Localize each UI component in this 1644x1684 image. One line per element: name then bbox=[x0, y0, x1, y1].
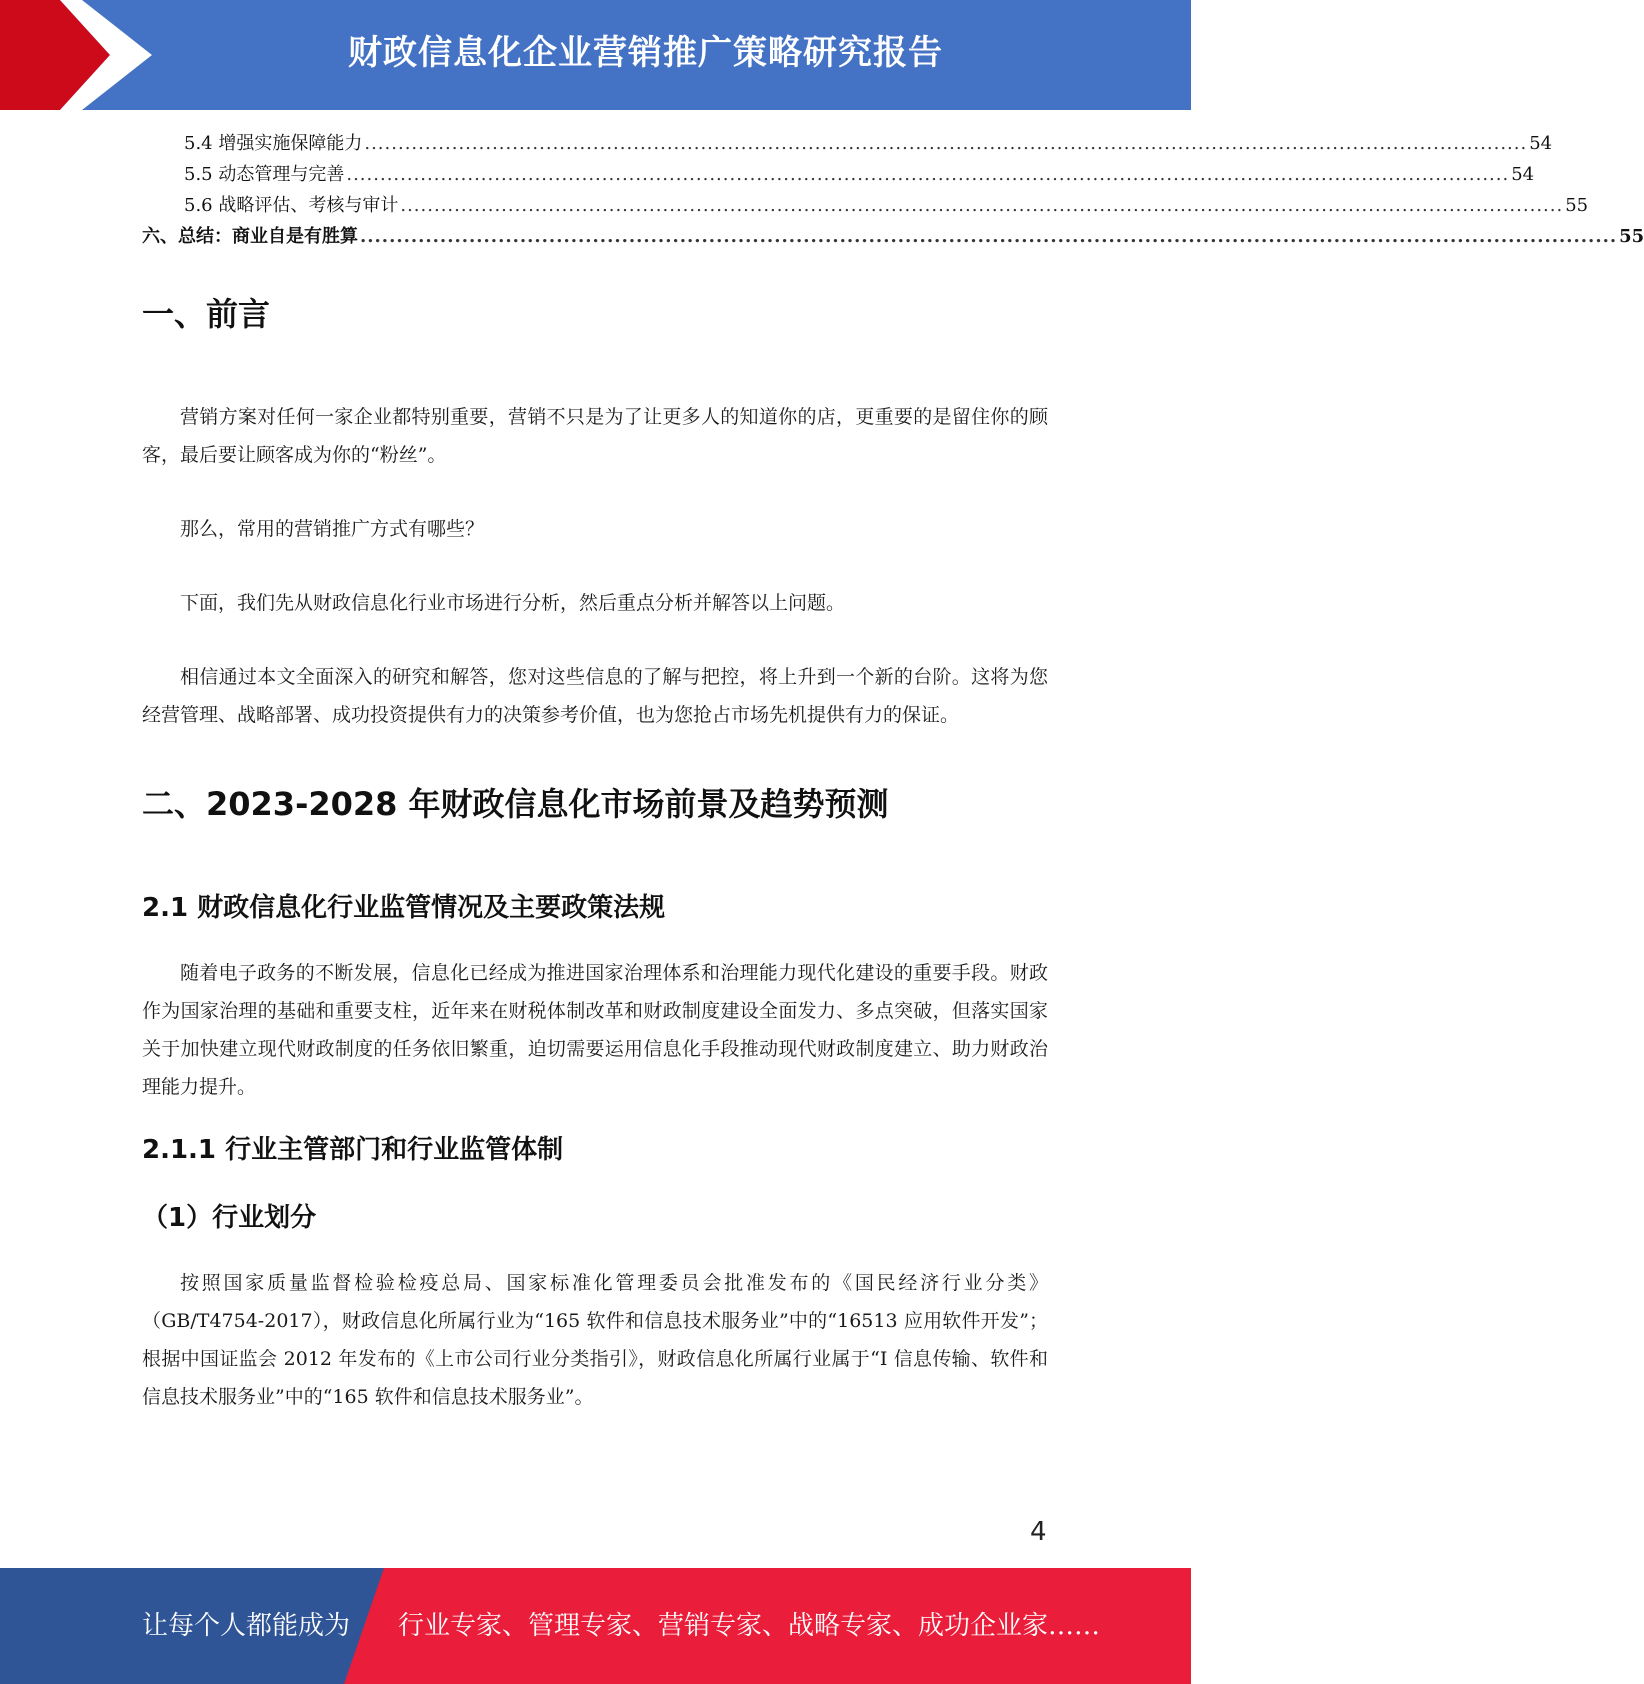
toc-entry[interactable] bbox=[142, 159, 1535, 190]
toc-entry-page: 54 bbox=[1529, 133, 1553, 154]
toc-entry[interactable] bbox=[142, 221, 1644, 252]
paragraph: 按照国家质量监督检验检疫总局、国家标准化管理委员会批准发布的《国民经济行业分类》（GB/T4754-2017），财政信息化所属行业为“165 软件和信息技术服务业”中的“16513 应用软件开发”；根据中国证监会 2012 年发布的《上市公司行业分类指引》，财政信息化所属行业属于“I 信息传输、软件和信息技术服务业”中的“165 软件和信息技术服务业”。 bbox=[142, 1272, 1048, 1408]
toc-entry-label: 5.5 动态管理与完善 bbox=[184, 164, 345, 185]
toc-entry-label: 六、总结：商业自是有胜算 bbox=[142, 226, 358, 247]
paragraph: 那么，常用的营销推广方式有哪些？ bbox=[180, 518, 485, 540]
page-header bbox=[0, 0, 1191, 110]
paragraph: 营销方案对任何一家企业都特别重要，营销不只是为了让更多人的知道你的店，更重要的是留住你的顾客，最后要让顾客成为你的“粉丝”。 bbox=[142, 406, 1048, 466]
paragraph: 下面，我们先从财政信息化行业市场进行分析，然后重点分析并解答以上问题。 bbox=[180, 592, 846, 614]
toc-entry-page: 54 bbox=[1511, 164, 1535, 185]
toc-entry-page: 55 bbox=[1619, 226, 1644, 247]
document-body bbox=[142, 290, 1048, 1416]
paragraph: 随着电子政务的不断发展，信息化已经成为推进国家治理体系和治理能力现代化建设的重要手段。财政作为国家治理的基础和重要支柱，近年来在财税体制改革和财政制度建设全面发力、多点突破，但落实国家关于加快建立现代财政制度的任务依旧繁重，迫切需要运用信息化手段推动现代财政制度建立、助力财政治理能力提升。 bbox=[142, 962, 1048, 1098]
section-heading-preface: 一、前言 bbox=[142, 295, 271, 333]
report-title: 财政信息化企业营销推广策略研究报告 bbox=[348, 33, 943, 73]
footer-slogan-right: 行业专家、管理专家、营销专家、战略专家、成功企业家…… bbox=[398, 1611, 1101, 1641]
toc-entry[interactable] bbox=[142, 190, 1589, 221]
paragraph: 相信通过本文全面深入的研究和解答，您对这些信息的了解与把控，将上升到一个新的台阶。这将为您经营管理、战略部署、成功投资提供有力的决策参考价值，也为您抢占市场先机提供有力的保证。 bbox=[142, 666, 1048, 726]
subsection-heading-classification: （1）行业划分 bbox=[142, 1203, 317, 1233]
toc-entry-page: 55 bbox=[1565, 195, 1589, 216]
table-of-contents bbox=[142, 128, 1644, 252]
page-footer bbox=[0, 1568, 1191, 1684]
toc-leader-dots: ............................................................................................................................................................................. bbox=[346, 164, 1510, 185]
toc-leader-dots: ............................................................................................................................................................................. bbox=[400, 195, 1564, 216]
toc-leader-dots: ............................................................................................................................................................................. bbox=[360, 226, 1618, 247]
toc-entry-label: 5.4 增强实施保障能力 bbox=[184, 133, 363, 154]
toc-entry-label: 5.6 战略评估、考核与审计 bbox=[184, 195, 399, 216]
subsection-heading-authorities: 2.1.1 行业主管部门和行业监管体制 bbox=[142, 1135, 564, 1165]
toc-leader-dots: ............................................................................................................................................................................. bbox=[364, 133, 1528, 154]
page-number: 4 bbox=[1030, 1517, 1047, 1547]
subsection-heading-regulation: 2.1 财政信息化行业监管情况及主要政策法规 bbox=[142, 893, 666, 923]
toc-entry[interactable] bbox=[142, 128, 1553, 159]
section-heading-market-outlook: 二、2023-2028 年财政信息化市场前景及趋势预测 bbox=[142, 785, 889, 823]
footer-slogan-left: 让每个人都能成为 bbox=[142, 1611, 351, 1641]
